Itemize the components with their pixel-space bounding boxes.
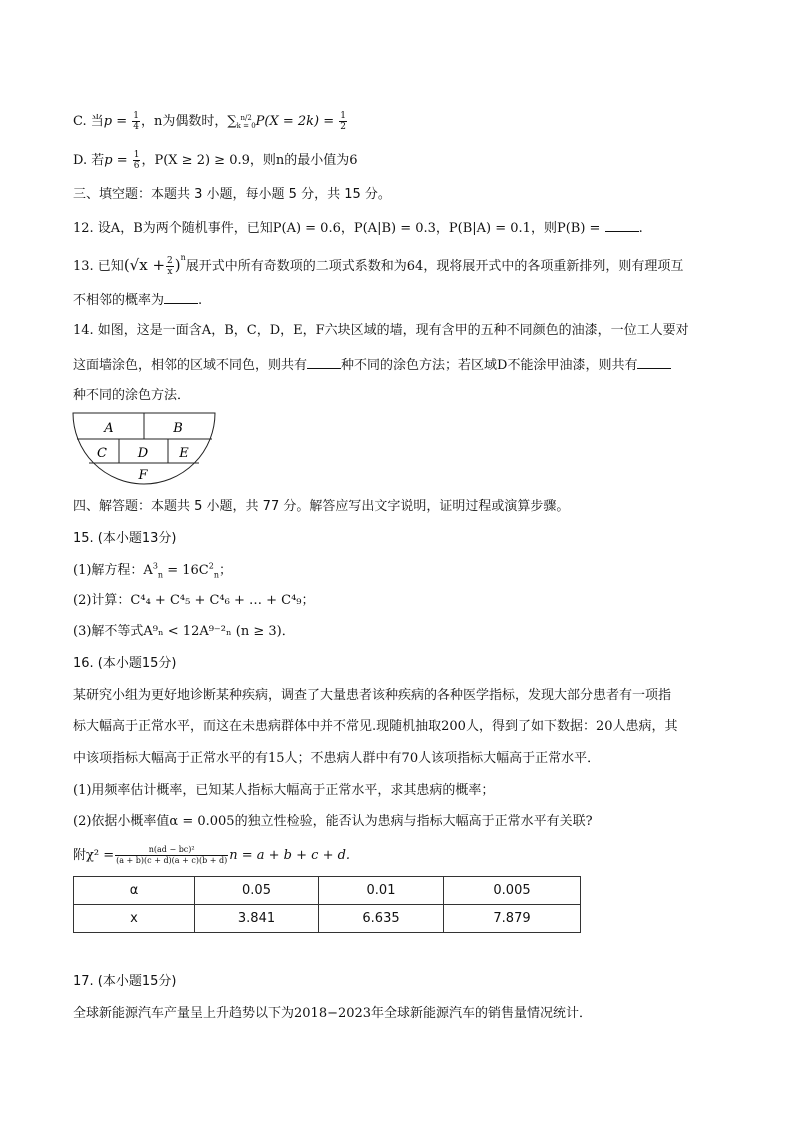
table-cell: 7.879 xyxy=(444,905,581,933)
chi-square-formula: 附χ² = $\frac{\text{n(ad − bc)²}}{(a + b)(c + d)(a + c)(b + d)}$ n = a + b + c + d. xyxy=(73,845,351,865)
region-label-a: A xyxy=(104,421,114,436)
table-row xyxy=(74,905,581,933)
question-17-para: 全球新能源汽车产量呈上升趋势以下为2018−2023年全球新能源汽车的销售量情况统计． xyxy=(73,1006,593,1021)
fraction: $\frac{1}{4}$ xyxy=(133,111,139,132)
section-heading: 三、填空题：本题共 3 小题，每小题 5 分，共 15 分。 xyxy=(73,187,391,202)
question-12: 12. 设A，B为两个随机事件，已知P(A) = 0.6，P(A|B) = 0.3，P(B|A) = 0.1，则P(B) = . xyxy=(73,218,643,238)
section-heading: 四、解答题：本题共 5 小题，共 77 分。解答应写出文字说明，证明过程或演算步骤。 xyxy=(73,499,570,514)
fraction: $\frac{1}{6}$ xyxy=(133,150,140,171)
region-label-c: C xyxy=(97,446,107,461)
table-cell: α xyxy=(74,877,195,905)
wall-diagram xyxy=(72,412,218,486)
question-14: 14. 如图，这是一面含A，B，C，D，E，F六块区域的墙，现有含甲的五种不同颜色的油漆，一位工人要对 xyxy=(73,323,689,338)
region-label-e: E xyxy=(179,446,189,461)
question-16-title: 16. (本小题15分) xyxy=(73,656,177,671)
fraction: $\frac{\text{n(ad − bc)²}}{(a + b)(c + d)(a + c)(b + d)}$ xyxy=(116,845,228,865)
question-15-part3: (3)解不等式A⁹ₙ < 12A⁹⁻²ₙ (n ≥ 3)． xyxy=(73,624,295,639)
answer-blank xyxy=(307,355,341,369)
option-d: D. 若p = $\frac{1}{6}$ ，P(X ≥ 2) ≥ 0.9，则n的最小值为6 xyxy=(73,150,358,171)
question-13-line2: 不相邻的概率为 . xyxy=(73,290,202,310)
table-cell: 0.01 xyxy=(319,877,444,905)
table-cell: 0.005 xyxy=(444,877,581,905)
question-14-line2: 这面墙涂色，相邻的区域不同色，则共有 种不同的涂色方法；若区域D不能涂甲油漆，则共有 xyxy=(73,355,671,375)
answer-blank xyxy=(637,355,671,369)
question-16-para: 中该项指标大幅高于正常水平的有15人；不患病人群中有70人该项指标大幅高于正常水平． xyxy=(73,751,601,766)
answer-blank xyxy=(164,290,198,304)
option-c: C. 当p = $\frac{1}{4}$ ，n为偶数时，∑ n/2 k = 0 P(X = 2k) = $\frac{1}{2}$ xyxy=(73,111,347,132)
table-row xyxy=(74,877,581,905)
question-14-line3: 种不同的涂色方法． xyxy=(73,388,191,403)
question-16-part1: (1)用频率估计概率，已知某人指标大幅高于正常水平，求其患病的概率； xyxy=(73,783,495,798)
table-cell: 6.635 xyxy=(319,905,444,933)
question-16-para: 标大幅高于正常水平，而这在未患病群体中并不常见.现随机抽取200人，得到了如下数据：20人患病，其 xyxy=(73,719,678,734)
answer-blank xyxy=(605,218,639,232)
fraction: $\frac{2}{x}$ xyxy=(167,256,173,277)
region-label-f: F xyxy=(138,468,148,483)
sum-limits: n/2 k = 0 xyxy=(236,113,256,130)
table-cell: 0.05 xyxy=(195,877,319,905)
region-label-d: D xyxy=(137,446,149,461)
question-15-part2: (2)计算：C⁴₄ + C⁴₅ + C⁴₆ + … + C⁴₉； xyxy=(73,593,315,608)
question-15-part1: (1)解方程：$A^3_n = 16C^2_n$； xyxy=(73,561,232,580)
question-16-part2: (2)依据小概率值α = 0.005的独立性检验，能否认为患病与指标大幅高于正常水平有关联? xyxy=(73,814,593,829)
critical-value-table xyxy=(73,876,581,933)
region-label-b: B xyxy=(173,421,183,436)
question-13: 13. 已知(√x + $\frac{2}{x}$ )$^n$展开式中所有奇数项的二项式系数和为64，现将展开式中的各项重新排列，则有理项互 xyxy=(73,252,684,277)
question-15-title: 15. (本小题13分) xyxy=(73,531,177,546)
table-cell: 3.841 xyxy=(195,905,319,933)
fraction: $\frac{1}{2}$ xyxy=(340,111,347,132)
question-17-title: 17. (本小题15分) xyxy=(73,974,177,989)
table-cell: x xyxy=(74,905,195,933)
question-16-para: 某研究小组为更好地诊断某种疾病，调查了大量患者该种疾病的各种医学指标，发现大部分患者有一项指 xyxy=(73,688,672,703)
